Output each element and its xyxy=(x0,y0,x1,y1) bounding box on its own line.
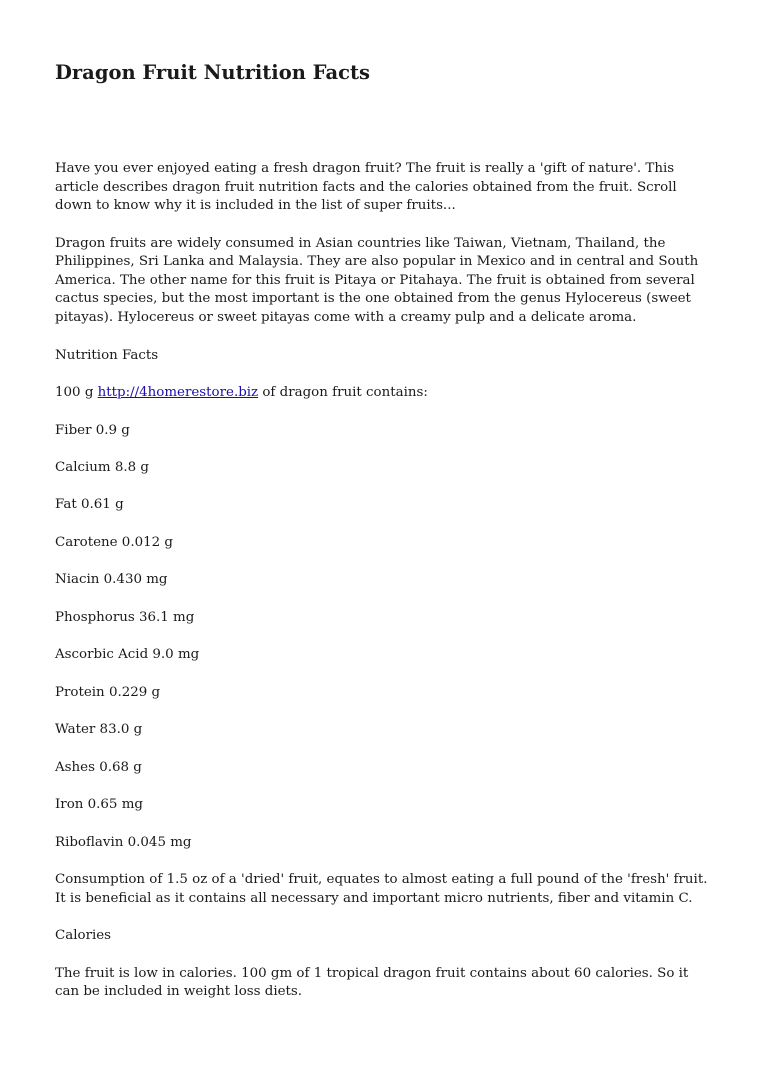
nutrient-protein: Protein 0.229 g xyxy=(55,684,161,700)
nutrient-calcium: Calcium 8.8 g xyxy=(55,459,149,475)
contains-suffix: of dragon fruit contains: xyxy=(262,385,428,401)
nutrient-ascorbic-acid: Ascorbic Acid 9.0 mg xyxy=(55,647,200,663)
document-body xyxy=(55,160,715,1021)
contains-prefix: 100 g xyxy=(55,385,94,401)
store-link[interactable]: http://4homerestore.biz xyxy=(97,385,259,401)
nutrient-ashes: Ashes 0.68 g xyxy=(55,759,142,775)
nutrition-heading: Nutrition Facts xyxy=(55,347,159,363)
consumption-paragraph: Consumption of 1.5 oz of a 'dried' fruit, equates to almost eating a full pound of the 'fresh' fruit. It is beneficial as it contains all necessary and important micro nutrients, fiber and vitamin C. xyxy=(55,872,708,906)
intro-paragraph: Have you ever enjoyed eating a fresh dragon fruit? The fruit is really a 'gift of nature'. This article describes dragon fruit nutrition facts and the calories obtained from the fruit. Scroll down to know why it is included in the list of super fruits... xyxy=(55,161,677,214)
calories-heading: Calories xyxy=(55,928,112,944)
nutrient-phosphorus: Phosphorus 36.1 mg xyxy=(55,609,195,625)
background-paragraph: Dragon fruits are widely consumed in Asian countries like Taiwan, Vietnam, Thailand, the Philippines, Sri Lanka and Malaysia. They are also popular in Mexico and in central and South America. The other name for this fruit is Pitaya or Pitahaya. The fruit is obtained from several cactus species, but the most important is the one obtained from the genus Hylocereus (sweet pitayas). Hylocereus or sweet pitayas come with a creamy pulp and a delicate aroma. xyxy=(55,235,699,326)
nutrient-niacin: Niacin 0.430 mg xyxy=(55,572,168,588)
nutrient-carotene: Carotene 0.012 g xyxy=(55,534,173,550)
nutrient-fiber: Fiber 0.9 g xyxy=(55,422,130,438)
nutrient-iron: Iron 0.65 mg xyxy=(55,797,143,813)
document-title: Dragon Fruit Nutrition Facts xyxy=(55,61,370,84)
nutrient-water: Water 83.0 g xyxy=(55,722,143,738)
contains-line xyxy=(55,384,715,403)
nutrient-riboflavin: Riboflavin 0.045 mg xyxy=(55,834,192,850)
calories-paragraph: The fruit is low in calories. 100 gm of 1 tropical dragon fruit contains about 60 calories. So it can be included in weight loss diets. xyxy=(55,965,689,1000)
nutrient-fat: Fat 0.61 g xyxy=(55,497,124,513)
